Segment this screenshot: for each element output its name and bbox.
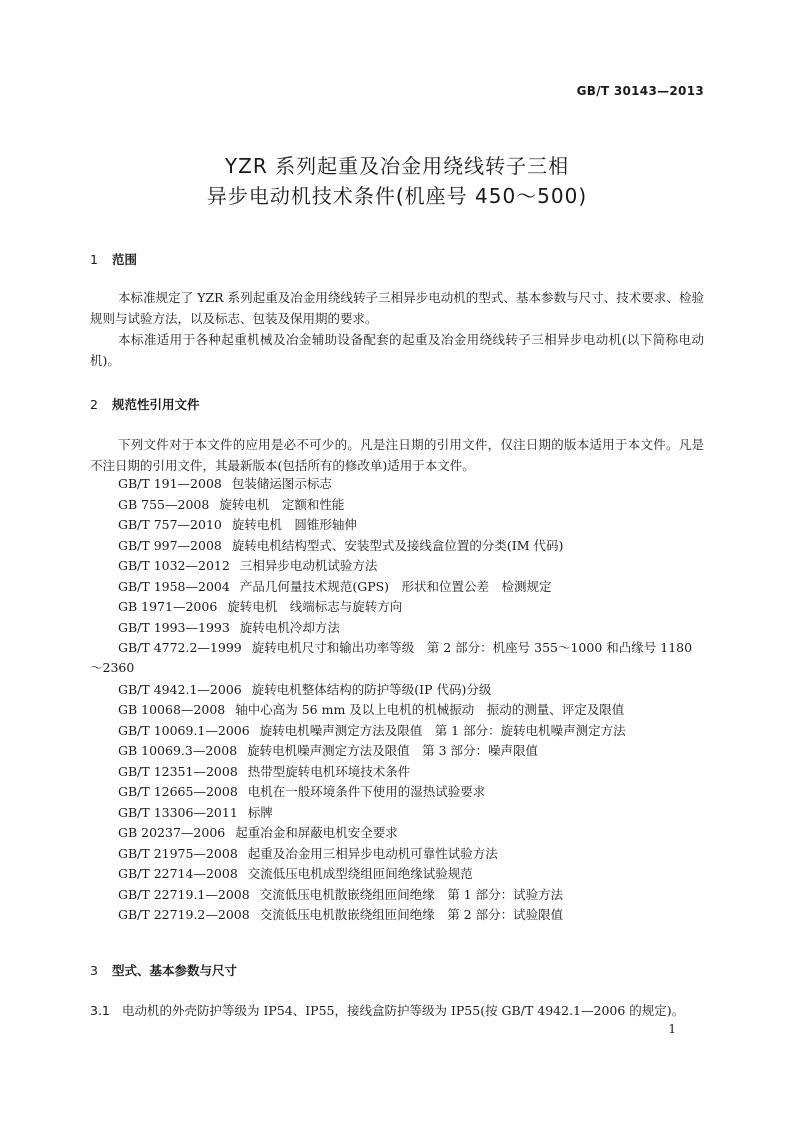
reference-item bbox=[118, 515, 357, 535]
clause-text: 电动机的外壳防护等级为 IP54、IP55，接线盒防护等级为 IP55(按 GB/T 4942.1—2006 的规定)。 bbox=[122, 1003, 685, 1018]
reference-code: GB/T 10069.1—2006 bbox=[118, 723, 250, 738]
reference-title: 旋转电机 线端标志与旋转方向 bbox=[227, 599, 403, 614]
reference-item bbox=[118, 577, 552, 597]
clause-3-1 bbox=[90, 1001, 684, 1019]
reference-code: GB 1971—2006 bbox=[118, 599, 218, 614]
reference-title: 交流低压电机散嵌绕组匝间绝缘 第 1 部分：试验方法 bbox=[259, 887, 564, 902]
reference-item bbox=[118, 700, 624, 720]
reference-code: GB/T 1993—1993 bbox=[118, 620, 230, 635]
reference-item bbox=[118, 680, 491, 700]
reference-item bbox=[118, 495, 344, 515]
reference-item bbox=[118, 556, 377, 576]
reference-item bbox=[90, 638, 704, 678]
reference-item bbox=[118, 864, 473, 884]
reference-title: 三相异步电动机试验方法 bbox=[239, 558, 378, 573]
reference-title: 起重及冶金用三相异步电动机可靠性试验方法 bbox=[247, 846, 498, 861]
reference-title: 标牌 bbox=[247, 805, 273, 820]
section-heading-scope bbox=[90, 250, 137, 268]
reference-item bbox=[118, 905, 563, 925]
reference-title: 旋转电机噪声测定方法及限值 第 3 部分：噪声限值 bbox=[247, 743, 539, 758]
reference-code: GB/T 1958—2004 bbox=[118, 579, 230, 594]
scope-paragraph-2: 本标准适用于各种起重机械及冶金辅助设备配套的起重及冶金用绕线转子三相异步电动机(以下简称电动机)。 bbox=[90, 332, 704, 368]
section-heading-normative-references bbox=[90, 395, 200, 413]
reference-code: GB/T 4772.2—1999 bbox=[118, 640, 242, 655]
reference-code: GB/T 997—2008 bbox=[118, 538, 222, 553]
reference-code: GB/T 22719.2—2008 bbox=[118, 907, 250, 922]
page-number: 1 bbox=[668, 1022, 676, 1036]
section-number: 2 bbox=[90, 397, 98, 412]
reference-title: 起重冶金和屏蔽电机安全要求 bbox=[235, 825, 398, 840]
reference-item bbox=[118, 885, 563, 905]
reference-code: GB/T 13306—2011 bbox=[118, 805, 238, 820]
section-title: 范围 bbox=[112, 252, 138, 267]
reference-item bbox=[118, 597, 402, 617]
reference-title: 包装储运图示标志 bbox=[231, 476, 332, 491]
reference-title: 旋转电机 圆锥形轴伸 bbox=[231, 517, 357, 532]
reference-item bbox=[118, 803, 273, 823]
reference-title: 热带型旋转电机环境技术条件 bbox=[247, 764, 411, 779]
section-heading-types-parameters bbox=[90, 961, 237, 979]
reference-item bbox=[118, 782, 485, 802]
reference-title: 电机在一般环境条件下使用的湿热试验要求 bbox=[247, 784, 486, 799]
reference-item bbox=[118, 844, 498, 864]
standard-code: GB/T 30143—2013 bbox=[576, 84, 704, 98]
reference-item bbox=[118, 536, 563, 556]
reference-title: 旋转电机整体结构的防护等级(IP 代码)分级 bbox=[251, 682, 492, 697]
reference-title: 旋转电机 定额和性能 bbox=[219, 497, 345, 512]
reference-title: 旋转电机噪声测定方法及限值 第 1 部分：旋转电机噪声测定方法 bbox=[259, 723, 626, 738]
reference-code: GB/T 4942.1—2006 bbox=[118, 682, 242, 697]
reference-item bbox=[118, 474, 332, 494]
reference-code: GB/T 12665—2008 bbox=[118, 784, 238, 799]
section-title: 型式、基本参数与尺寸 bbox=[112, 963, 238, 978]
reference-code: GB/T 1032—2012 bbox=[118, 558, 230, 573]
reference-title: 旋转电机冷却方法 bbox=[239, 620, 340, 635]
reference-title: 交流低压电机散嵌绕组匝间绝缘 第 2 部分：试验限值 bbox=[259, 907, 564, 922]
reference-item bbox=[118, 741, 538, 761]
reference-code: GB 10068—2008 bbox=[118, 702, 226, 717]
reference-item bbox=[118, 823, 398, 843]
document-title-line1: YZR 系列起重及冶金用绕线转子三相 bbox=[224, 154, 570, 178]
reference-title: 产品几何量技术规范(GPS) 形状和位置公差 检测规定 bbox=[239, 579, 552, 594]
reference-title: 交流低压电机成型绕组匝间绝缘试验规范 bbox=[247, 866, 473, 881]
reference-title: 轴中心高为 56 mm 及以上电机的机械振动 振动的测量、评定及限值 bbox=[235, 702, 625, 717]
reference-item bbox=[118, 762, 410, 782]
reference-code: GB/T 22719.1—2008 bbox=[118, 887, 250, 902]
reference-title: 旋转电机结构型式、安装型式及接线盒位置的分类(IM 代码) bbox=[231, 538, 564, 553]
section-number: 3 bbox=[90, 963, 98, 978]
reference-code: GB 10069.3—2008 bbox=[118, 743, 238, 758]
scope-paragraph-1: 本标准规定了 YZR 系列起重及冶金用绕线转子三相异步电动机的型式、基本参数与尺寸、技术要求、检验规则与试验方法，以及标志、包装及保用期的要求。 bbox=[90, 290, 704, 326]
reference-code: GB 20237—2006 bbox=[118, 825, 226, 840]
document-title-line2: 异步电动机技术条件(机座号 450～500) bbox=[206, 184, 588, 208]
section-number: 1 bbox=[90, 252, 98, 267]
references-intro: 下列文件对于本文件的应用是必不可少的。凡是注日期的引用文件，仅注日期的版本适用于本文件。凡是不注日期的引用文件，其最新版本(包括所有的修改单)适用于本文件。 bbox=[90, 437, 704, 473]
reference-code: GB/T 12351—2008 bbox=[118, 764, 238, 779]
reference-item bbox=[118, 618, 340, 638]
reference-code: GB 755—2008 bbox=[118, 497, 210, 512]
reference-title: 旋转电机尺寸和输出功率等级 第 2 部分：机座号 355～1000 和凸缘号 1180～2360 bbox=[90, 640, 693, 675]
section-title: 规范性引用文件 bbox=[112, 397, 200, 412]
reference-code: GB/T 21975—2008 bbox=[118, 846, 238, 861]
reference-item bbox=[118, 721, 626, 741]
reference-code: GB/T 22714—2008 bbox=[118, 866, 238, 881]
clause-number: 3.1 bbox=[90, 1003, 110, 1018]
reference-code: GB/T 191—2008 bbox=[118, 476, 222, 491]
reference-code: GB/T 757—2010 bbox=[118, 517, 222, 532]
